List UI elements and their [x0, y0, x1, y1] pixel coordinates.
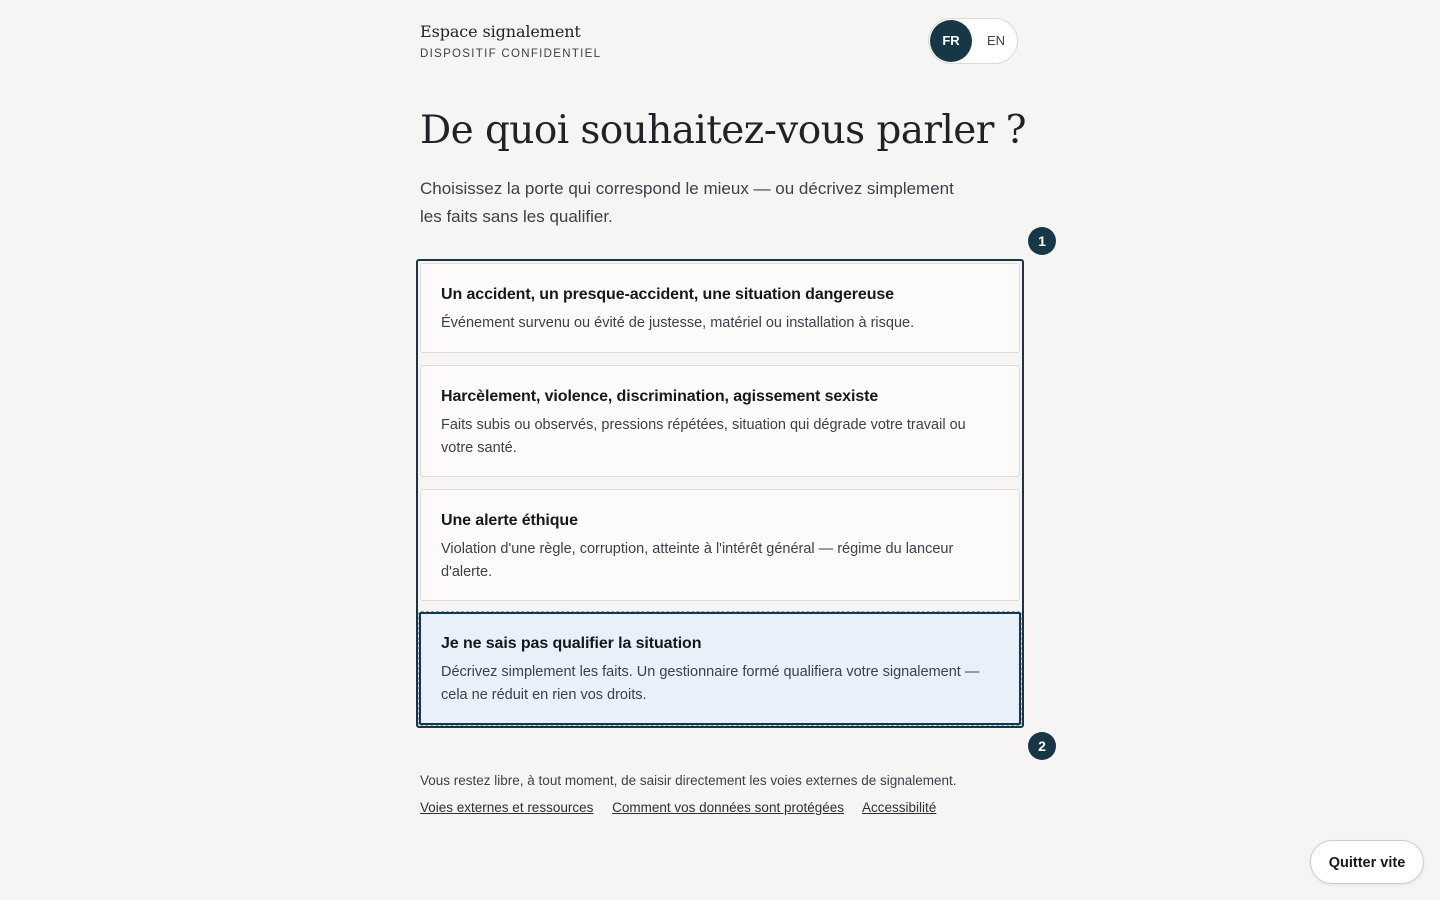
- footer-links: [420, 800, 951, 815]
- page-title: De quoi souhaitez-vous parler ?: [420, 108, 1026, 153]
- choice-title: Un accident, un presque-accident, une situation dangereuse: [441, 286, 894, 303]
- choice-description: Événement survenu ou évité de justesse, matériel ou installation à risque.: [441, 315, 915, 331]
- page-intro: Choisissez la porte qui correspond le mieux — ou décrivez simplement les faits sans les qualifier.: [420, 179, 954, 226]
- page-content: [420, 0, 1046, 815]
- language-fr-button[interactable]: FR: [930, 20, 972, 62]
- link-data-protection[interactable]: Comment vos données sont protégées: [612, 800, 844, 815]
- quick-exit-button[interactable]: Quitter vite: [1310, 840, 1424, 884]
- header: [420, 0, 1020, 90]
- choice-title: Je ne sais pas qualifier la situation: [441, 635, 702, 652]
- step-badge-2: 2: [1028, 732, 1056, 760]
- choice-card-unsure[interactable]: [418, 611, 1022, 726]
- choice-card-accident[interactable]: [420, 263, 1020, 353]
- choice-title: Une alerte éthique: [441, 512, 578, 529]
- brand-title: Espace signalement: [420, 22, 581, 41]
- link-external-channels[interactable]: Voies externes et ressources: [420, 800, 594, 815]
- choice-description: Violation d'une règle, corruption, atteinte à l'intérêt général — régime du lanceur d'alerte.: [441, 541, 954, 580]
- footer-note: Vous restez libre, à tout moment, de saisir directement les voies externes de signalement.: [420, 773, 957, 788]
- brand-subtitle: DISPOSITIF CONFIDENTIEL: [420, 48, 602, 60]
- language-switch: [928, 18, 1018, 64]
- choice-title: Harcèlement, violence, discrimination, agissement sexiste: [441, 388, 879, 405]
- choice-card-ethics-alert[interactable]: [420, 489, 1020, 601]
- choice-description: Faits subis ou observés, pressions répétées, situation qui dégrade votre travail ou votre santé.: [441, 417, 966, 456]
- choice-card-harassment[interactable]: [420, 365, 1020, 477]
- choice-list: [416, 259, 1024, 728]
- choice-description: Décrivez simplement les faits. Un gestionnaire formé qualifiera votre signalement — cela ne réduit en rien vos droits.: [441, 664, 980, 703]
- link-accessibility[interactable]: Accessibilité: [862, 800, 937, 815]
- step-badge-1: 1: [1028, 227, 1056, 255]
- language-en-button[interactable]: EN: [986, 33, 1006, 48]
